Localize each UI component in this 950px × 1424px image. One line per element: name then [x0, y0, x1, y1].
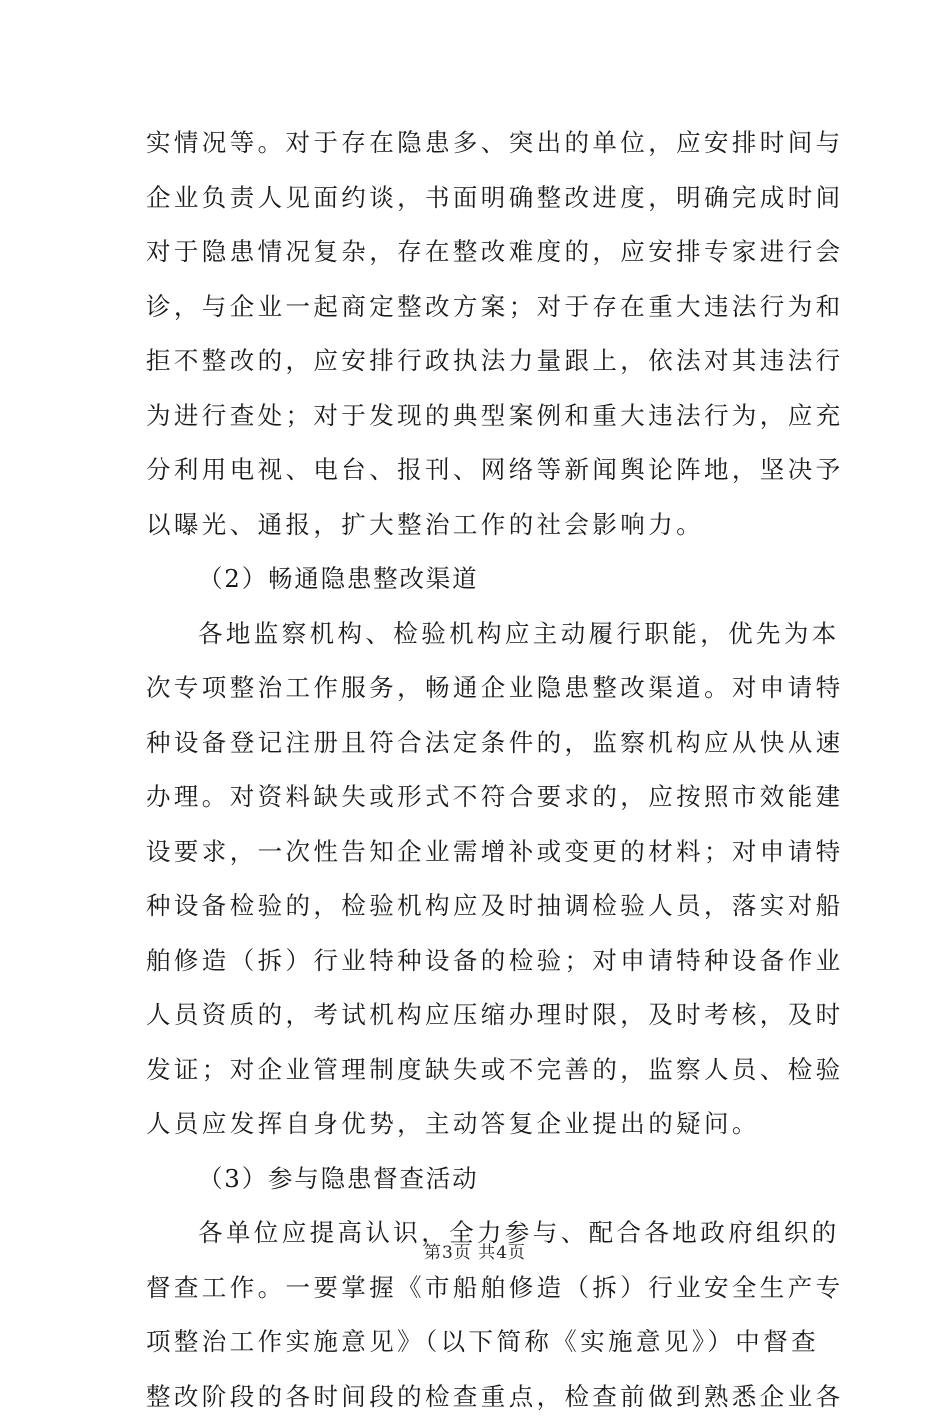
paragraph-line: 人员应发挥自身优势，主动答复企业提出的疑问。: [146, 1097, 816, 1152]
paragraph-line: 办理。对资料缺失或形式不符合要求的，应按照市效能建: [146, 770, 816, 825]
paragraph-line: 企业负责人见面约谈，书面明确整改进度，明确完成时间: [146, 171, 816, 226]
paragraph-line: 设要求，一次性告知企业需增补或变更的材料；对申请特: [146, 825, 816, 880]
paragraph-line: 人员资质的，考试机构应压缩办理时限，及时考核，及时: [146, 988, 816, 1043]
paragraph-line: 项整治工作实施意见》（以下简称《实施意见》）中督查: [146, 1315, 816, 1370]
paragraph-line: 种设备登记注册且符合法定条件的，监察机构应从快从速: [146, 716, 816, 771]
paragraph-line: 舶修造（拆）行业特种设备的检验；对申请特种设备作业: [146, 934, 816, 989]
page-footer: [0, 1238, 950, 1263]
document-body: [146, 116, 816, 1424]
section-heading: （3）参与隐患督查活动: [146, 1152, 816, 1207]
paragraph-line: 发证；对企业管理制度缺失或不完善的，监察人员、检验: [146, 1043, 816, 1098]
paragraph-line: 实情况等。对于存在隐患多、突出的单位，应安排时间与: [146, 116, 816, 171]
page-number-label: 第3页 共4页: [424, 1243, 526, 1263]
paragraph-line: 对于隐患情况复杂，存在整改难度的，应安排专家进行会: [146, 225, 816, 280]
paragraph-line: 各单位应提高认识，全力参与、配合各地政府组织的: [146, 1206, 816, 1261]
paragraph-line: 以曝光、通报，扩大整治工作的社会影响力。: [146, 498, 816, 553]
paragraph-line: 督查工作。一要掌握《市船舶修造（拆）行业安全生产专: [146, 1261, 816, 1316]
paragraph-line: 种设备检验的，检验机构应及时抽调检验人员，落实对船: [146, 879, 816, 934]
section-heading: （2）畅通隐患整改渠道: [146, 552, 816, 607]
paragraph-line: 次专项整治工作服务，畅通企业隐患整改渠道。对申请特: [146, 661, 816, 716]
paragraph-line: 各地监察机构、检验机构应主动履行职能，优先为本: [146, 607, 816, 662]
paragraph-line: 分利用电视、电台、报刊、网络等新闻舆论阵地，坚决予: [146, 443, 816, 498]
paragraph-line: 诊，与企业一起商定整改方案；对于存在重大违法行为和: [146, 280, 816, 335]
paragraph-line: 为进行查处；对于发现的典型案例和重大违法行为，应充: [146, 389, 816, 444]
paragraph-line: 拒不整改的，应安排行政执法力量跟上，依法对其违法行: [146, 334, 816, 389]
paragraph-line: 整改阶段的各时间段的检查重点，检查前做到熟悉企业各: [146, 1370, 816, 1424]
